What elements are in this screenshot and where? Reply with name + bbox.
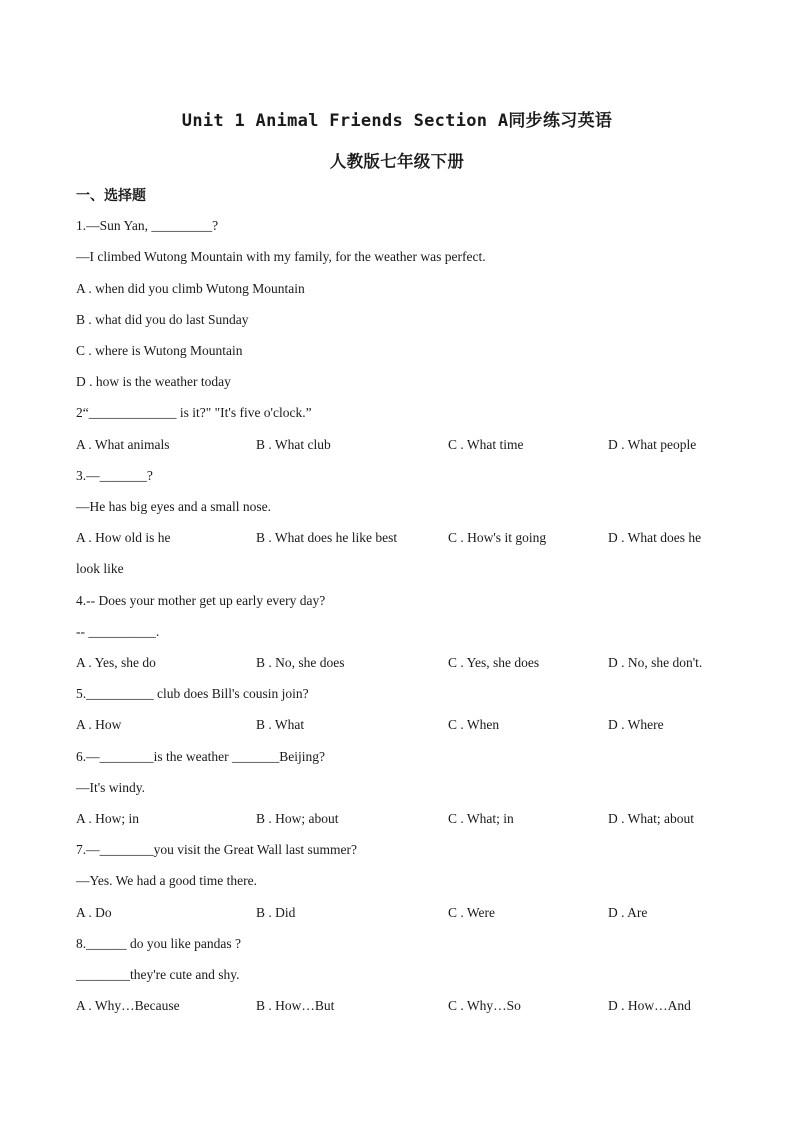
question-1-option-c[interactable]: C . where is Wutong Mountain — [76, 343, 243, 358]
question-4-options — [0, 654, 794, 672]
question-6-option-d[interactable]: D . What; about — [608, 811, 694, 826]
question-6-stem: 6.—________is the weather _______Beijing? — [76, 749, 325, 764]
question-3-option-a[interactable]: A . How old is he — [76, 530, 171, 545]
question-2-option-b[interactable]: B . What club — [256, 437, 331, 452]
question-2-option-c[interactable]: C . What time — [448, 437, 524, 452]
question-2-stem: 2“_____________ is it?" "It's five o'clock.” — [76, 405, 312, 420]
question-3-line: —He has big eyes and a small nose. — [76, 499, 271, 514]
question-7-options — [0, 904, 794, 922]
question-8-option-c[interactable]: C . Why…So — [448, 998, 521, 1013]
question-6-options — [0, 810, 794, 828]
question-1-option-d[interactable]: D . how is the weather today — [76, 374, 231, 389]
question-7-stem: 7.—________you visit the Great Wall last summer? — [76, 842, 357, 857]
question-3-stem: 3.—_______? — [76, 468, 153, 483]
question-4-option-a[interactable]: A . Yes, she do — [76, 655, 156, 670]
question-3-option-d[interactable]: D . What does he — [608, 530, 702, 545]
question-6-option-b[interactable]: B . How; about — [256, 811, 339, 826]
question-5-option-a[interactable]: A . How — [76, 717, 122, 732]
question-8-stem: 8.______ do you like pandas ? — [76, 936, 241, 951]
question-8-line: ________they're cute and shy. — [76, 967, 240, 982]
question-4-stem: 4.-- Does your mother get up early every day? — [76, 593, 326, 608]
question-8-options — [0, 997, 794, 1015]
question-4-line: -- __________. — [76, 624, 160, 639]
question-4-option-b[interactable]: B . No, she does — [256, 655, 345, 670]
question-5-option-d[interactable]: D . Where — [608, 717, 664, 732]
section-heading: 一、选择题 — [76, 188, 146, 204]
question-6-option-c[interactable]: C . What; in — [448, 811, 514, 826]
question-2-option-d[interactable]: D . What people — [608, 437, 697, 452]
question-3-option-d-continuation: look like — [76, 561, 124, 576]
question-5-stem: 5.__________ club does Bill's cousin join? — [76, 686, 309, 701]
document-title: Unit 1 Animal Friends Section A同步练习英语 — [181, 111, 613, 131]
question-1-option-b[interactable]: B . what did you do last Sunday — [76, 312, 249, 327]
question-1-stem: 1.—Sun Yan, _________? — [76, 218, 219, 233]
document-subtitle: 人教版七年级下册 — [329, 152, 465, 171]
question-8-option-a[interactable]: A . Why…Because — [76, 998, 180, 1013]
question-7-option-d[interactable]: D . Are — [608, 905, 648, 920]
question-6-line: —It's windy. — [76, 780, 146, 795]
question-5-option-c[interactable]: C . When — [448, 717, 500, 732]
question-5-option-b[interactable]: B . What — [256, 717, 305, 732]
question-3-option-c[interactable]: C . How's it going — [448, 530, 547, 545]
question-7-line: —Yes. We had a good time there. — [76, 873, 258, 888]
question-4-option-c[interactable]: C . Yes, she does — [448, 655, 540, 670]
question-2-option-a[interactable]: A . What animals — [76, 437, 170, 452]
question-6-option-a[interactable]: A . How; in — [76, 811, 140, 826]
question-1-line: —I climbed Wutong Mountain with my family, for the weather was perfect. — [76, 249, 486, 264]
question-7-option-b[interactable]: B . Did — [256, 905, 296, 920]
question-5-options — [0, 716, 794, 734]
question-4-option-d[interactable]: D . No, she don't. — [608, 655, 703, 670]
question-8-option-b[interactable]: B . How…But — [256, 998, 335, 1013]
question-1-option-a[interactable]: A . when did you climb Wutong Mountain — [76, 281, 305, 296]
question-7-option-c[interactable]: C . Were — [448, 905, 496, 920]
question-3-option-b[interactable]: B . What does he like best — [256, 530, 398, 545]
question-8-option-d[interactable]: D . How…And — [608, 998, 691, 1013]
question-3-options — [0, 529, 794, 547]
question-7-option-a[interactable]: A . Do — [76, 905, 112, 920]
question-2-options — [0, 436, 794, 454]
